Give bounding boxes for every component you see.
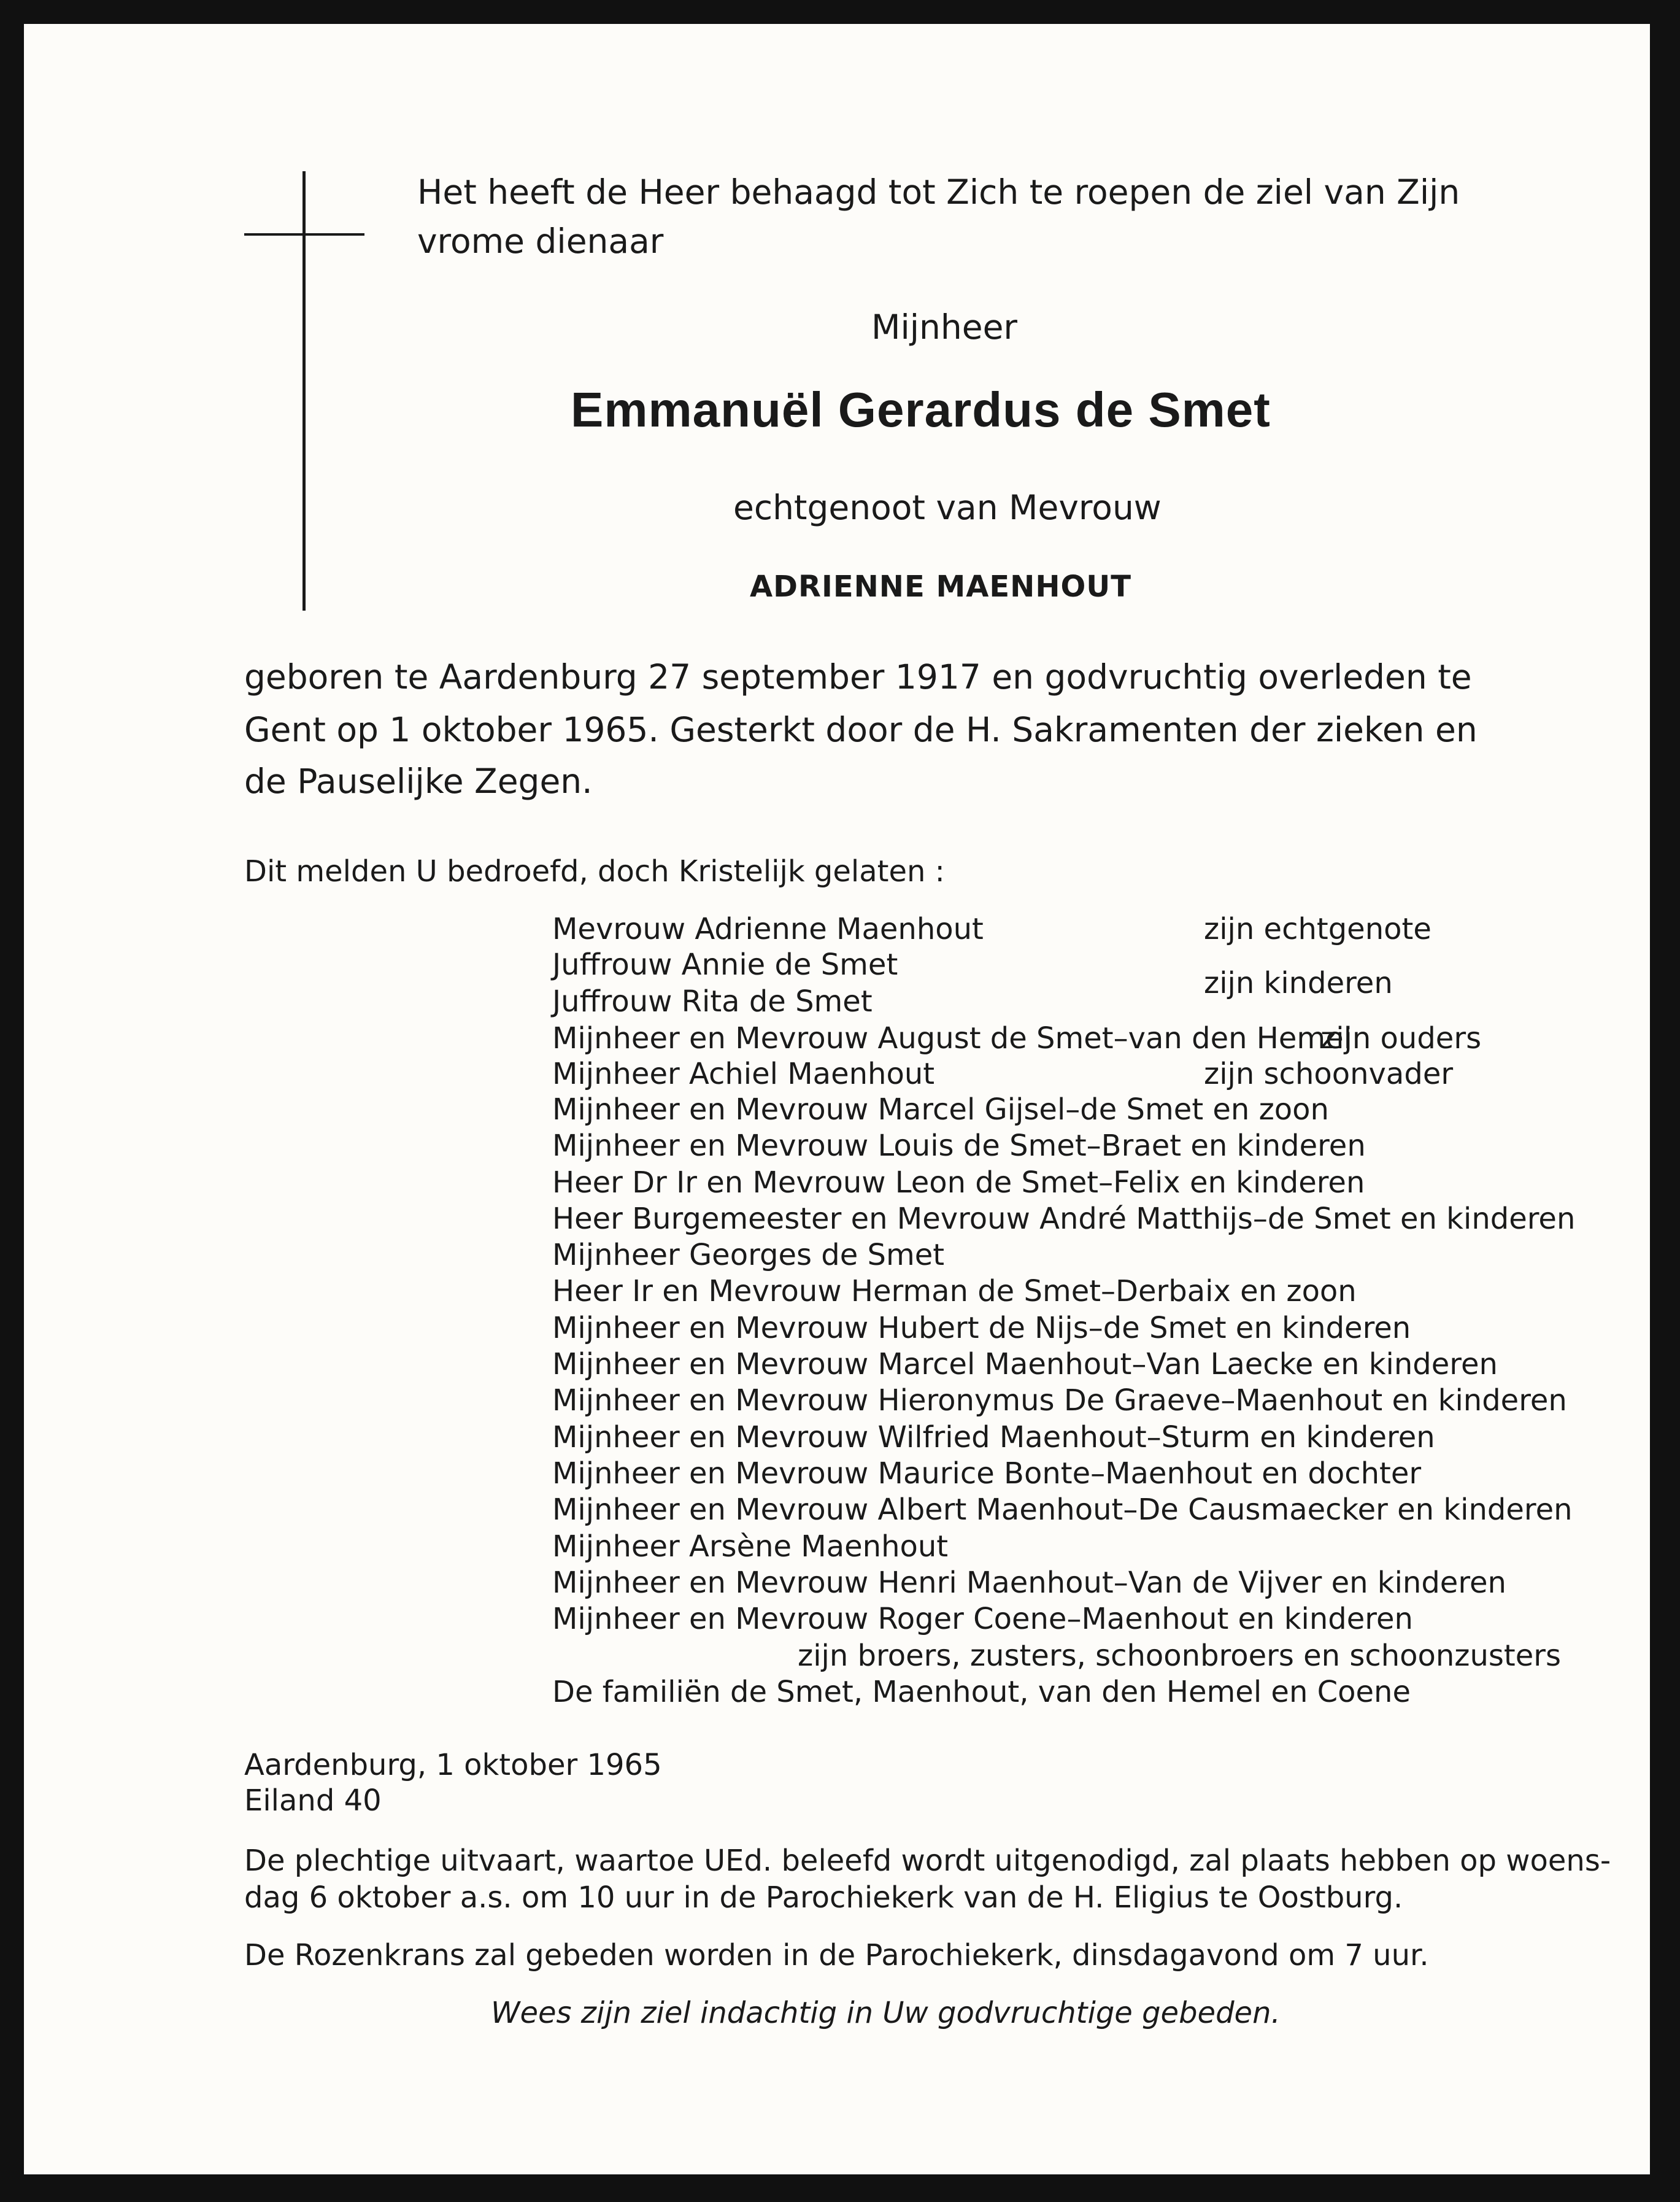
family-row-name: Heer Ir en Mevrouw Herman de Smet–Derbaix en zoon [552,1274,1357,1308]
family-row-name: Mijnheer en Mevrouw Wilfried Maenhout–Sturm en kinderen [552,1420,1435,1454]
closing-prayer: Wees zijn ziel indachtig in Uw godvruchtige gebeden. [491,1996,1281,2030]
family-row-name: Mijnheer en Mevrouw Maurice Bonte–Maenhout en dochter [552,1456,1422,1491]
family-row-name: Mijnheer Arsène Maenhout [552,1529,949,1564]
family-row-relation: zijn schoonvader [1204,1057,1454,1091]
birth-line-3: de Pauselijke Zegen. [244,762,593,801]
intro-line-2: vrome dienaar [417,222,664,261]
family-row-name: Mijnheer en Mevrouw August de Smet–van den Hemel [552,1021,1352,1056]
cross-icon [302,171,306,611]
family-row-name: Mijnheer en Mevrouw Marcel Maenhout–Van Laecke en kinderen [552,1347,1498,1381]
funeral-line-2: dag 6 oktober a.s. om 10 uur in de Parochiekerk van de H. Eligius te Oostburg. [244,1880,1403,1915]
deceased-name: Emmanuël Gerardus de Smet [571,382,1271,437]
birth-line-1: geboren te Aardenburg 27 september 1917 en godvruchtig overleden te [244,657,1472,697]
children-relation: zijn kinderen [1204,966,1393,1000]
family-row-name: Heer Burgemeester en Mevrouw André Matthijs–de Smet en kinderen [552,1202,1576,1236]
family-row-name: Mijnheer en Mevrouw Marcel Gijsel–de Smet en zoon [552,1092,1329,1127]
spouse-intro: echtgenoot van Mevrouw [733,488,1162,527]
family-row-name: Mijnheer en Mevrouw Henri Maenhout–Van de Vijver en kinderen [552,1566,1506,1600]
family-row-relation: zijn echtgenote [1204,912,1431,946]
family-row-name: Mijnheer Achiel Maenhout [552,1057,935,1091]
announcement: Dit melden U bedroefd, doch Kristelijk gelaten : [244,854,945,889]
family-row-name: Mijnheer en Mevrouw Roger Coene–Maenhout en kinderen [552,1602,1413,1636]
family-row-name: Mijnheer Georges de Smet [552,1238,945,1272]
family-row-relation: zijn broers, zusters, schoonbroers en schoonzusters [798,1639,1562,1673]
family-row-name: Juffrouw Rita de Smet [552,984,873,1019]
family-row-name: Mijnheer en Mevrouw Louis de Smet–Braet en kinderen [552,1129,1366,1163]
place-date: Aardenburg, 1 oktober 1965 [244,1748,662,1782]
family-row-name: Mijnheer en Mevrouw Hieronymus De Graeve–Maenhout en kinderen [552,1383,1567,1418]
family-row-name: De familiën de Smet, Maenhout, van den Hemel en Coene [552,1675,1411,1709]
birth-line-2: Gent op 1 oktober 1965. Gesterkt door de H. Sakramenten der zieken en [244,710,1478,749]
cross-icon-bar [244,233,364,236]
rosary-note: De Rozenkrans zal gebeden worden in de Parochiekerk, dinsdagavond om 7 uur. [244,1938,1429,1972]
family-row-name: Heer Dr Ir en Mevrouw Leon de Smet–Felix en kinderen [552,1165,1365,1200]
address: Eiland 40 [244,1783,382,1818]
family-row-name: Juffrouw Annie de Smet [552,948,898,982]
family-row-name: Mevrouw Adrienne Maenhout [552,912,984,946]
title-prefix: Mijnheer [871,307,1018,347]
funeral-line-1: De plechtige uitvaart, waartoe UEd. beleefd wordt uitgenodigd, zal plaats hebben op woens- [244,1844,1611,1878]
family-row-name: Mijnheer en Mevrouw Albert Maenhout–De Causmaecker en kinderen [552,1493,1573,1527]
intro-line-1: Het heeft de Heer behaagd tot Zich te roepen de ziel van Zijn [417,172,1460,212]
spouse-name: ADRIENNE MAENHOUT [750,570,1132,604]
family-row-relation: zijn ouders [1320,1021,1482,1056]
family-row-name: Mijnheer en Mevrouw Hubert de Nijs–de Smet en kinderen [552,1311,1411,1345]
